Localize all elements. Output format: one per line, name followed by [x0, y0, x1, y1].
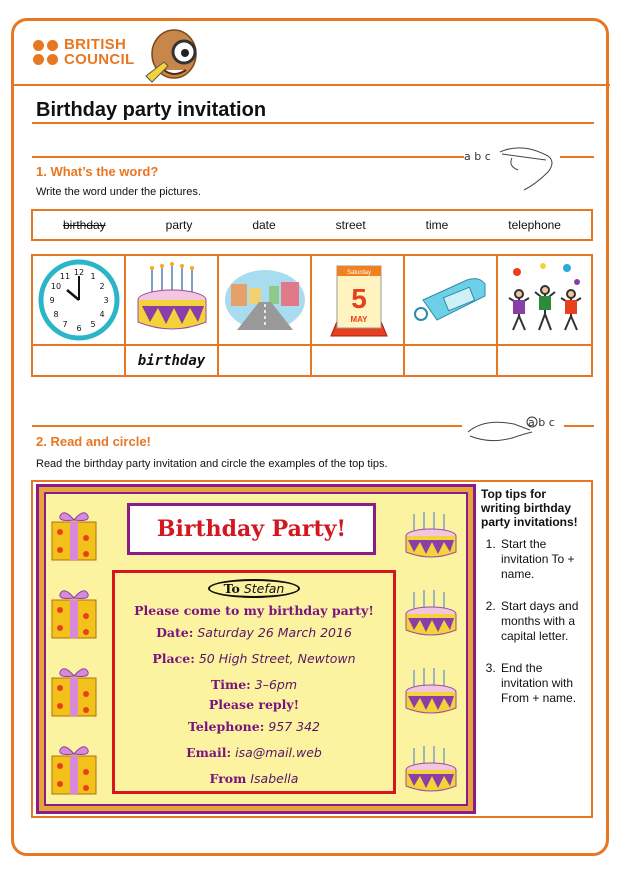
answer-cell-1[interactable]	[33, 346, 126, 375]
svg-text:4: 4	[98, 310, 105, 319]
tips-heading: Top tips for writing birthday party invitations!	[481, 487, 578, 529]
reply-line: Please reply!	[208, 697, 300, 712]
svg-text:1: 1	[89, 272, 96, 281]
svg-text:7: 7	[61, 320, 68, 329]
svg-text:MAY: MAY	[349, 315, 368, 324]
answer-cell-2[interactable]: birthday	[126, 346, 219, 375]
word-time: time	[425, 218, 449, 232]
section1-rule-end	[560, 156, 594, 158]
clock-icon	[37, 258, 121, 342]
invitation-banner: Birthday Party!	[127, 503, 376, 555]
to-oval[interactable]	[208, 579, 301, 598]
invitation-card	[112, 570, 396, 794]
place-value: 50 High Street, Newtown	[198, 651, 356, 666]
answer-cell-6[interactable]	[498, 346, 591, 375]
calendar-icon	[323, 258, 393, 342]
svg-text:11: 11	[59, 272, 70, 281]
answer-cell-5[interactable]	[405, 346, 498, 375]
picture-street	[219, 256, 312, 346]
svg-text:12: 12	[73, 268, 84, 277]
word-street: street	[335, 218, 366, 232]
picture-calendar	[312, 256, 405, 346]
header-divider	[14, 84, 610, 86]
birthday-cake-icon	[132, 260, 212, 340]
tip-item: 2. Start days and months with a capital letter.	[499, 599, 587, 644]
cake-icon	[402, 586, 460, 642]
time-label: Time:	[210, 677, 251, 692]
from-label: From	[209, 771, 247, 786]
answer-cell-4[interactable]	[312, 346, 405, 375]
mascot-icon	[144, 26, 206, 90]
date-label: Date:	[156, 625, 194, 640]
svg-text:5: 5	[89, 320, 96, 329]
svg-text:5: 5	[350, 283, 367, 314]
section2-rule	[32, 425, 462, 427]
to-name: Stefan	[243, 581, 285, 596]
email-label: Email:	[186, 745, 232, 760]
time-value: 3–6pm	[254, 677, 298, 692]
party-icon	[503, 260, 587, 340]
picture-clock	[33, 256, 126, 346]
writing-hand-icon	[462, 142, 558, 197]
title-underline	[32, 122, 594, 124]
section2-heading: 2. Read and circle!	[36, 434, 151, 449]
writing-hand-icon-2	[464, 408, 564, 453]
to-label: To	[223, 581, 240, 596]
svg-text:9: 9	[48, 296, 55, 305]
word-birthday: birthday	[62, 218, 106, 232]
svg-text:10: 10	[50, 282, 61, 291]
section2-rule-end	[564, 425, 594, 427]
present-icon	[46, 742, 102, 798]
british-council-logo	[33, 37, 134, 67]
date-value: Saturday 26 March 2016	[197, 625, 352, 640]
svg-text:2: 2	[98, 282, 105, 291]
top-tips	[481, 487, 587, 723]
svg-text:6: 6	[75, 324, 82, 333]
picture-party	[498, 256, 591, 346]
picture-table	[31, 254, 593, 377]
word-party: party	[165, 218, 193, 232]
svg-text:a b c: a b c	[528, 416, 555, 429]
tip-item: 3. End the invitation with From + name.	[499, 661, 587, 706]
telephone-label: Telephone:	[187, 719, 265, 734]
tip-item: 1. Start the invitation To + name.	[499, 537, 587, 582]
page-title: Birthday party invitation	[36, 99, 267, 121]
svg-text:3: 3	[102, 296, 109, 305]
invite-line: Please come to my birthday party!	[134, 603, 374, 618]
section2-instruction: Read the birthday party invitation and circle the examples of the top tips.	[36, 458, 388, 470]
email-value: isa@mail.web	[235, 745, 322, 760]
logo-dots-icon	[33, 40, 58, 65]
svg-text:a b c: a b c	[464, 150, 491, 163]
answer-cell-3[interactable]	[219, 346, 312, 375]
picture-cake	[126, 256, 219, 346]
cake-icon	[402, 508, 460, 564]
section1-rule	[32, 156, 464, 158]
svg-text:Saturday: Saturday	[346, 270, 371, 276]
word-date: date	[252, 218, 276, 232]
picture-telephone	[405, 256, 498, 346]
present-icon	[46, 586, 102, 642]
present-icon	[46, 664, 102, 720]
street-icon	[223, 268, 307, 332]
logo-line2: COUNCIL	[64, 51, 135, 68]
svg-text:8: 8	[52, 310, 59, 319]
cake-icon	[402, 664, 460, 720]
present-icon	[46, 508, 102, 564]
section1-heading: 1. What’s the word?	[36, 164, 159, 179]
place-label: Place:	[152, 651, 195, 666]
cake-icon	[402, 742, 460, 798]
telephone-value: 957 342	[268, 719, 321, 734]
logo-line1: BRITISH	[64, 36, 127, 53]
word-box	[31, 209, 593, 241]
telephone-icon	[409, 270, 493, 330]
section1-instruction: Write the word under the pictures.	[36, 186, 201, 198]
from-value: Isabella	[250, 771, 299, 786]
word-telephone: telephone	[508, 218, 561, 232]
